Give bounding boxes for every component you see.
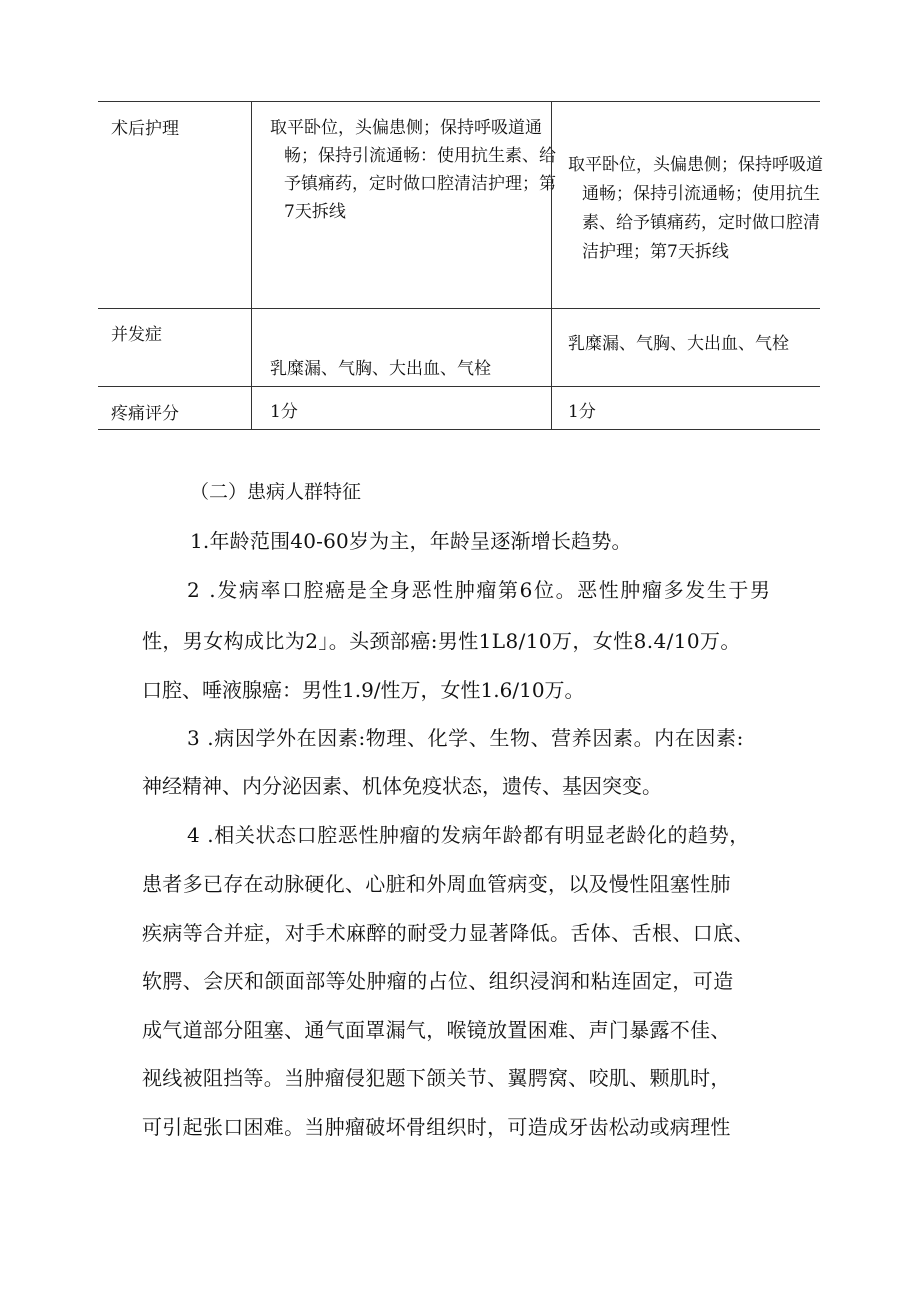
paragraph-line: 4 .相关状态口腔恶性肿瘤的发病年龄都有明显老龄化的趋势， [187, 823, 750, 847]
col2-cell [251, 309, 551, 386]
col2-text: 乳糜漏、气胸、大出血、气栓 [270, 359, 491, 379]
col3-cell [551, 309, 820, 386]
col3-cell [551, 387, 820, 429]
paragraph-line: 可引起张口困难。当肿瘤破坏骨组织时，可造成牙齿松动或病理性 [142, 1115, 731, 1139]
col3-text: 1分 [568, 402, 596, 422]
row-label [98, 309, 251, 386]
table-row-complications [98, 309, 820, 387]
col3-text: 取平卧位，头偏患侧；保持呼吸道通畅；保持引流通畅；使用抗生素、给予镇痛药，定时做口腔清洁护理；第7天拆线 [568, 155, 823, 262]
paragraph-line: 成气道部分阻塞、通气面罩漏气，喉镜放置困难、声门暴露不佳、 [142, 1018, 731, 1042]
paragraph-line: 性，男女构成比为2」。头颈部癌:男性1L8/10万，女性8.4/10万。 [142, 629, 741, 653]
table-row-pain-score [98, 387, 820, 429]
col2-text: 取平卧位，头偏患侧；保持呼吸道通畅；保持引流通畅：使用抗生素、给予镇痛药，定时做口腔清洁护理；第7天拆线 [270, 118, 556, 222]
col2-cell [251, 102, 556, 308]
paragraph-line: 2 .发病率口腔癌是全身恶性肿瘤第6位。恶性肿瘤多发生于男 [187, 578, 772, 602]
row-label-text: 术后护理 [111, 119, 179, 139]
paragraph-line: 3 .病因学外在因素:物理、化学、生物、营养因素。内在因素: [187, 726, 744, 750]
paragraph-line: 视线被阻挡等。当肿瘤侵犯题下颌关节、翼腭窝、咬肌、颗肌时， [142, 1066, 731, 1090]
col2-text: 1分 [270, 402, 298, 422]
col3-text: 乳糜漏、气胸、大出血、气栓 [568, 334, 789, 354]
paragraph-line: 口腔、唾液腺癌：男性1.9/性万，女性1.6/10万。 [142, 678, 585, 702]
col2-cell [251, 387, 551, 429]
paragraph-line: 软腭、会厌和颌面部等处肿瘤的占位、组织浸润和粘连固定，可造 [142, 969, 734, 993]
section-heading: （二）患病人群特征 [190, 481, 362, 503]
row-label-text: 疼痛评分 [111, 404, 179, 424]
row-label [98, 387, 251, 429]
paragraph-line: 患者多已存在动脉硬化、心脏和外周血管病变，以及慢性阻塞性肺 [142, 872, 731, 896]
row-label-text: 并发症 [111, 325, 162, 345]
paragraph-line: 1.年龄范围40-60岁为主，年龄呈逐渐增长趋势。 [190, 529, 632, 553]
paragraph-line: 神经精神、内分泌因素、机体免疫状态，遗传、基因突变。 [142, 774, 662, 798]
comparison-table [98, 101, 823, 430]
col3-cell [551, 102, 823, 308]
table-row-postop-care [98, 102, 823, 309]
paragraph-line: 疾病等合并症，对手术麻醉的耐受力显著降低。舌体、舌根、口底、 [142, 921, 754, 945]
row-label [98, 102, 251, 308]
